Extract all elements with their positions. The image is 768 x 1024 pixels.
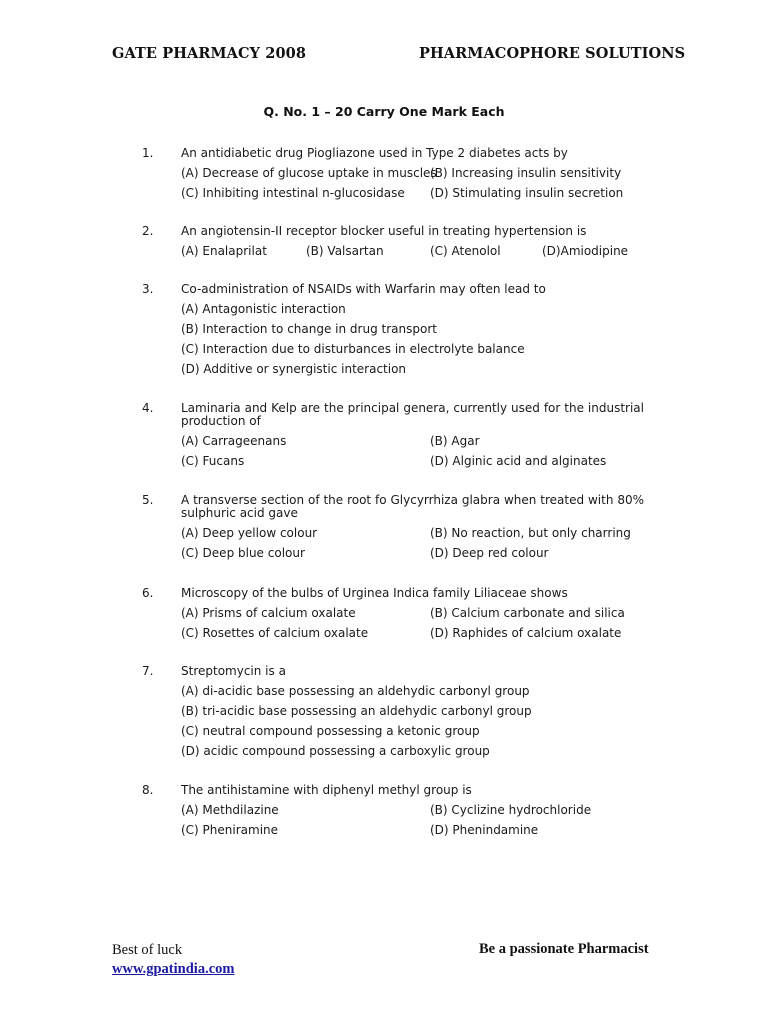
option-b: (B) Cyclizine hydrochloride: [430, 803, 592, 817]
option-a: (A) Methdilazine: [181, 803, 279, 817]
option-a: (A) Decrease of glucose uptake in muscles: [181, 166, 437, 180]
question-stem: Co-administration of NSAIDs with Warfarin may often lead to: [181, 282, 546, 296]
question-number: 2.: [142, 224, 154, 238]
footer-slogan: Be a passionate Pharmacist: [479, 941, 649, 957]
option-b: (B) Agar: [430, 434, 480, 448]
option-d: (D) Alginic acid and alginates: [430, 454, 607, 468]
header-publisher: PHARMACOPHORE SOLUTIONS: [419, 45, 686, 62]
option-a: (A) Enalaprilat: [181, 244, 267, 258]
option-b: (B) Valsartan: [306, 244, 384, 258]
option-a: (A) Antagonistic interaction: [181, 302, 346, 316]
option-d: (D)Amiodipine: [542, 244, 629, 258]
question-stem: An antidiabetic drug Piogliazone used in Type 2 diabetes acts by: [181, 146, 568, 160]
question-stem: Microscopy of the bulbs of Urginea Indica family Liliaceae shows: [181, 586, 568, 600]
option-c: (C) Atenolol: [430, 244, 501, 258]
option-c: (C) Inhibiting intestinal n-glucosidase: [181, 186, 405, 200]
question-stem: Laminaria and Kelp are the principal genera, currently used for the industrial production of: [181, 401, 644, 428]
option-a: (A) Prisms of calcium oxalate: [181, 606, 356, 620]
option-b: (B) No reaction, but only charring: [430, 526, 631, 540]
option-a: (A) Carrageenans: [181, 434, 287, 448]
option-c: (C) Rosettes of calcium oxalate: [181, 626, 369, 640]
option-c: (C) Interaction due to disturbances in electrolyte balance: [181, 342, 525, 356]
question-number: 6.: [142, 586, 154, 600]
header-exam-title: GATE PHARMACY 2008: [112, 45, 307, 62]
option-d: (D) Raphides of calcium oxalate: [430, 626, 622, 640]
option-b: (B) Increasing insulin sensitivity: [430, 166, 622, 180]
option-d: (D) Phenindamine: [430, 823, 539, 837]
question-number: 5.: [142, 493, 154, 507]
option-a: (A) di-acidic base possessing an aldehydic carbonyl group: [181, 684, 530, 698]
website-link[interactable]: www.gpatindia.com: [112, 961, 235, 977]
question-stem: An angiotensin-II receptor blocker useful in treating hypertension is: [181, 224, 587, 238]
option-b: (B) Calcium carbonate and silica: [430, 606, 625, 620]
footer-left: [112, 941, 234, 979]
option-c: (C) Fucans: [181, 454, 245, 468]
question-number: 8.: [142, 783, 154, 797]
question-number: 1.: [142, 146, 154, 160]
option-a: (A) Deep yellow colour: [181, 526, 318, 540]
question-stem: A transverse section of the root fo Glycyrrhiza glabra when treated with 80% sulphuric acid gave: [181, 493, 644, 520]
question-number: 7.: [142, 664, 154, 678]
option-d: (D) Additive or synergistic interaction: [181, 362, 407, 376]
option-c: (C) neutral compound possessing a ketonic group: [181, 724, 480, 738]
question-number: 4.: [142, 401, 154, 415]
footer-greeting: Best of luck: [112, 942, 183, 958]
option-b: (B) Interaction to change in drug transport: [181, 322, 437, 336]
option-b: (B) tri-acidic base possessing an aldehydic carbonyl group: [181, 704, 532, 718]
option-c: (C) Deep blue colour: [181, 546, 305, 560]
option-d: (D) Stimulating insulin secretion: [430, 186, 624, 200]
question-stem: The antihistamine with diphenyl methyl group is: [181, 783, 472, 797]
question-number: 3.: [142, 282, 154, 296]
question-stem: Streptomycin is a: [181, 664, 286, 678]
option-d: (D) Deep red colour: [430, 546, 549, 560]
option-d: (D) acidic compound possessing a carboxylic group: [181, 744, 490, 758]
section-title: Q. No. 1 – 20 Carry One Mark Each: [263, 104, 505, 119]
option-c: (C) Pheniramine: [181, 823, 279, 837]
